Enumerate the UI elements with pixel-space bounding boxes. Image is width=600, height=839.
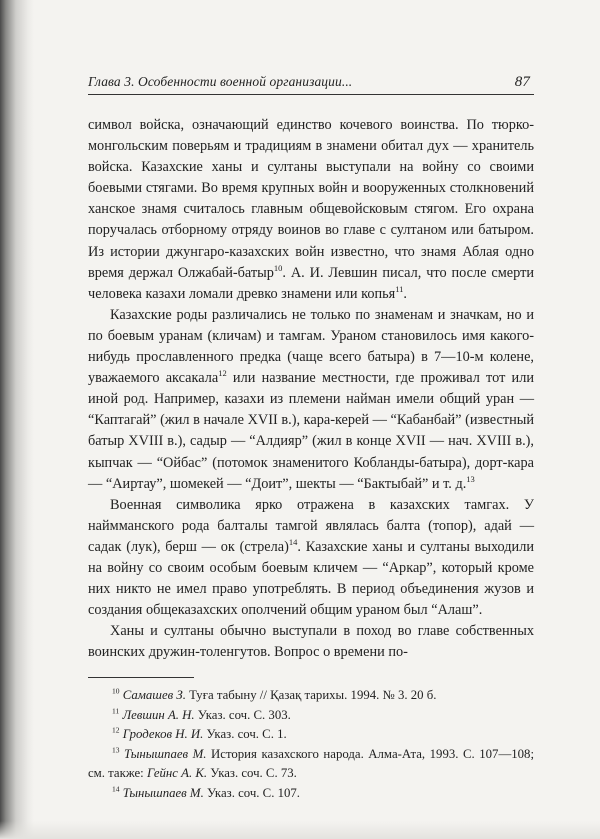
text-run: . А. И. Левшин писал, что после смерти человека казахи ломали древко знамени или копья [88, 264, 534, 302]
footnote [88, 725, 534, 745]
footnote [88, 706, 534, 726]
footnote-ref: 11 [395, 283, 404, 294]
page-bottom-shade [0, 821, 600, 839]
footnote-author: Тынышпаев М. [124, 746, 207, 761]
footnote-ref: 12 [218, 368, 227, 379]
footnotes [88, 686, 534, 803]
page-number: 87 [514, 74, 530, 90]
paragraph [88, 621, 534, 663]
footnote-text: Указ. соч. С. 107. [203, 785, 300, 800]
text-run: . Казахские ханы и султаны выходили на войну со своим особым боевым кличем — “Аркар”, который кроме них никто не имел право употреблять. В период объединения жузов и создания общеказахских ополчений общим ураном был “Алаш”. [88, 538, 534, 619]
text-run: символ войска, означающий единство кочевого воинства. По тюрко-монгольским поверьям и традициям в знамени обитал дух — хранитель войска. Казахские ханы и султаны выступали на войну со своими боевыми стягами. Во время крупных войн и вооруженных столкновений ханское знамя считалось главным общевойсковым стягом. Его охрана поручалась отборному отряду воинов во главе с султаном или батыром. Из истории джунгаро-казахских войн известно, что знамя Аблая одно время держал Олжабай-батыр [88, 117, 534, 281]
footnote-number: 14 [112, 784, 120, 794]
main-text [88, 115, 534, 663]
book-page [88, 74, 534, 803]
footnote-ref: 10 [273, 262, 283, 273]
text-run: Казахские роды различались не только по знаменам и значкам, но и по боевым уранам (кличам) и тамгам. Ураном становилось имя какого-нибудь прославленного предка (чаще всего батыра) в 7—10-м колене, уважаемого аксакала [88, 306, 534, 387]
footnote [88, 686, 534, 706]
text-run: Ханы и султаны обычно выступали в поход во главе собственных воинских дружин-толенгутов. Вопрос о времени по- [88, 623, 534, 661]
text-run: Военная символика ярко отражена в казахских тамгах. У наймманского рода балталы тамгой являлась балта (топор), адай — садак (лук), берш — ок (стрела) [88, 496, 534, 555]
footnote-number: 12 [112, 726, 120, 736]
footnote-ref: 13 [466, 473, 475, 484]
footnote-divider [88, 677, 194, 678]
footnote-ref: 14 [288, 537, 298, 548]
footnote-number: 11 [112, 706, 120, 716]
footnote-author: Самашев З. [122, 688, 186, 703]
footnote-author: Гейнс А. К. [146, 766, 208, 781]
paragraph [88, 495, 534, 622]
footnote [88, 745, 534, 784]
text-run: или название местности, где проживал тот или иной род. Например, казахи из племени найман имели общий уран — “Каптагай” (жил в начале XVII в.), кара-керей — “Кабанбай” (известный батыр XVIII в.), садыр — “Алдияр” (жил в конце XVII — нач. XVIII в.), кыпчак — “Ойбас” (потомок знаменитого Кобланды-батыра), дорт-кара — “Аиртау”, шомекей — “Доит”, шекты — “Бактыбай” и т. д. [88, 370, 534, 492]
footnote-number: 13 [112, 745, 120, 755]
footnote-text: Туға табыну // Қазақ тарихы. 1994. № 3. 20 б. [185, 688, 437, 703]
footnote-author: Левшин А. Н. [122, 707, 195, 722]
footnote-text: Указ. соч. С. 1. [203, 727, 287, 742]
footnote-author: Гродеков Н. И. [122, 727, 204, 742]
book-spine-shadow [0, 0, 34, 839]
footnote-text: Указ. соч. С. 303. [194, 707, 291, 722]
text-run: . [403, 285, 407, 302]
running-header [88, 74, 534, 95]
paragraph [88, 115, 534, 305]
chapter-title: Глава 3. Особенности военной организации... [88, 74, 353, 89]
footnote-number: 10 [112, 687, 120, 697]
paragraph [88, 305, 534, 495]
footnote [88, 784, 534, 804]
footnote-text: История казахского народа. Алма-Ата, 1993. С. 107—108; см. также: [88, 746, 535, 781]
footnote-text: Указ. соч. С. 73. [207, 766, 297, 781]
footnote-author: Тынышпаев М. [122, 785, 204, 800]
